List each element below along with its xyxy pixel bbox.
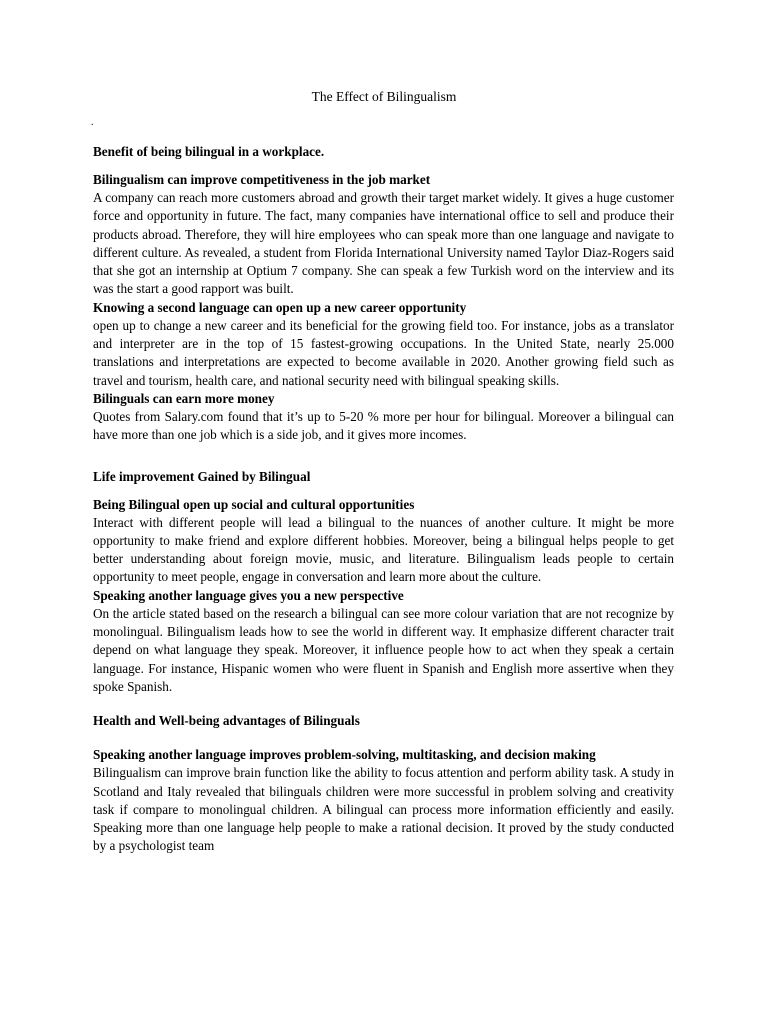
section-heading-health: Health and Well-being advantages of Bilinguals	[93, 713, 360, 729]
subheading-problem-solving: Speaking another language improves problem-solving, multitasking, and decision making	[93, 747, 596, 763]
section-heading-life-improvement: Life improvement Gained by Bilingual	[93, 468, 311, 484]
subheading-new-perspective: Speaking another language gives you a new perspective	[93, 587, 404, 603]
subheading-career-opportunity: Knowing a second language can open up a new career opportunity	[93, 299, 467, 315]
subheading-earn-more: Bilinguals can earn more money	[93, 390, 275, 406]
paragraph-new-perspective: On the article stated based on the research a bilingual can see more colour variation that are not recognize by monolingual. Bilingualism leads how to see the world in different way. It emphasize different character trait depend on what language they speak. Moreover, it influence people how to act when they speak a certain language. For instance, Hispanic women who were fluent in Spanish and English more assertive when they spoke Spanish.	[93, 605, 674, 694]
subheading-competitiveness: Bilingualism can improve competitiveness in the job market	[93, 172, 431, 187]
paragraph-social-cultural: Interact with different people will lead a bilingual to the nuances of another culture. It might be more opportunity to make friend and explore different hobbies. Moreover, being a bilingual helps people to get better understanding about foreign movie, music, and literature. Bilingualism leads people to certain opportunity to meet people, engage in conversation and learn more about the culture.	[93, 514, 674, 585]
paragraph-problem-solving: Bilingualism can improve brain function like the ability to focus attention and perform ability task. A study in Scotland and Italy revealed that bilinguals children were more successful in problem solving and creativity task if compare to monolingual children. A bilingual can process more information efficiently and easily. Speaking more than one language help people to make a rational decision. It proved by the study conducted by a psychologist team	[93, 765, 674, 854]
stray-mark: .	[91, 117, 94, 128]
section-spacer	[93, 445, 674, 468]
document-title: The Effect of Bilingualism	[311, 89, 457, 104]
paragraph-career-opportunity: open up to change a new career and its beneficial for the growing field too. For instance, jobs as a translator and interpreter are in the top of 15 fastest-growing occupations. In the United State, nearly 25.000 translations and interpretations are expected to become available in 2020. Another growing field such as travel and tourism, health care, and national security need with bilingual speaking skills.	[93, 317, 674, 388]
section-heading-workplace: Benefit of being bilingual in a workplace.	[93, 144, 325, 159]
document-body	[93, 143, 674, 856]
paragraph-competitiveness: A company can reach more customers abroad and growth their target market widely. It gives a huge customer force and opportunity in future. The fact, many companies have international office to sell and produce their products abroad. Therefore, they will hire employees who can speak more than one language and navigate to different culture. As revealed, a student from Florida International University named Taylor Diaz-Rogers said that she got an internship at Optium 7 company. She can speak a few Turkish word on the interview and its was the start a good rapport was built.	[93, 190, 674, 297]
subheading-social-cultural: Being Bilingual open up social and cultural opportunities	[93, 496, 415, 512]
paragraph-earn-more: Quotes from Salary.com found that it’s up to 5-20 % more per hour for bilingual. Moreover a bilingual can have more than one job which is a side job, and it gives more incomes.	[93, 408, 674, 443]
section-spacer	[93, 696, 674, 712]
